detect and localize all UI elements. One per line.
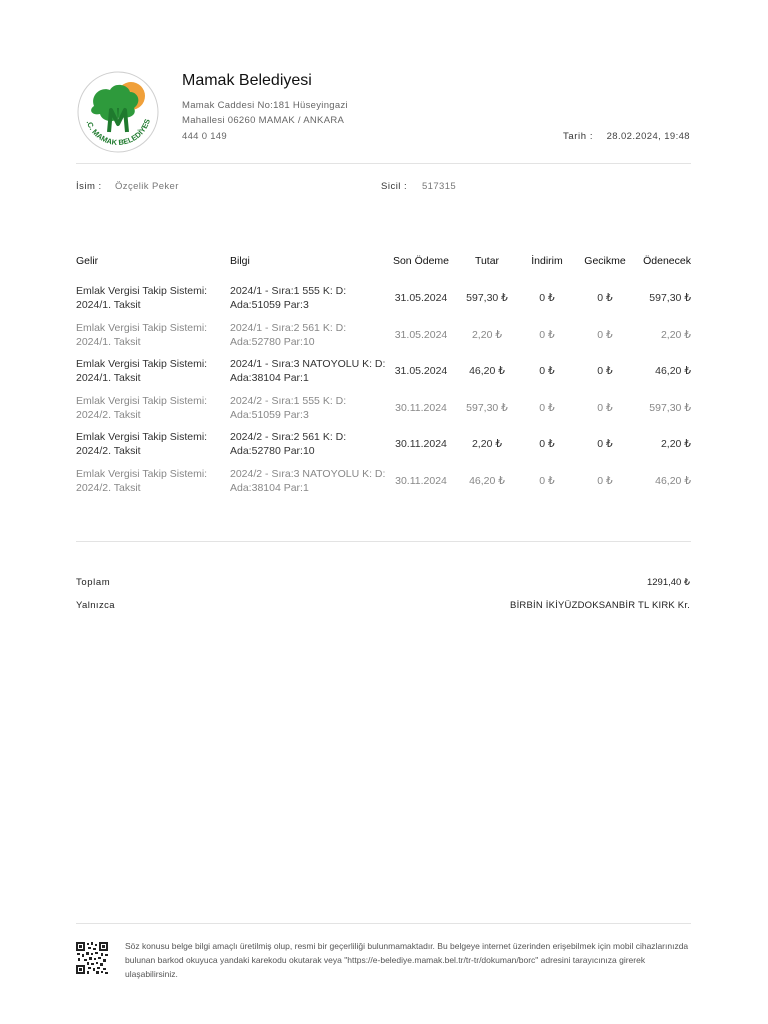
cell-tutar: 2,20 ₺ — [471, 328, 503, 341]
cell-tutar: 46,20 ₺ — [469, 365, 505, 378]
cell-indirim: 0 ₺ — [539, 328, 555, 341]
name-value: Özçelik Peker — [115, 181, 179, 192]
header-son-odeme: Son Ödeme — [392, 255, 450, 267]
phone-number: 444 0 149 — [182, 131, 227, 142]
cell-bilgi: 2024/2 - Sıra:3 NATOYOLU K: D: Ada:38104 Par:1 — [230, 467, 386, 494]
cell-odenecek: 46,20 ₺ — [655, 474, 691, 487]
cell-gecikme: 0 ₺ — [597, 401, 613, 414]
cell-odenecek: 2,20 ₺ — [660, 328, 691, 341]
table-row — [76, 390, 691, 427]
org-name: Mamak Belediyesi — [182, 72, 312, 89]
date-label: Tarih : — [563, 131, 594, 142]
cell-son-odeme: 30.11.2024 — [395, 401, 447, 414]
cell-gecikme: 0 ₺ — [597, 474, 613, 487]
header-gecikme: Gecikme — [584, 255, 626, 267]
cell-bilgi: 2024/2 - Sıra:1 555 K: D: Ada:51059 Par:3 — [230, 394, 347, 421]
cell-gelir: Emlak Vergisi Takip Sistemi: 2024/1. Taksit — [76, 358, 208, 385]
address-line-2: Mahallesi 06260 MAMAK / ANKARA — [182, 115, 345, 126]
cell-odenecek: 597,30 ₺ — [649, 292, 691, 305]
name-label: İsim : — [76, 181, 102, 192]
cell-indirim: 0 ₺ — [539, 401, 555, 414]
cell-gelir: Emlak Vergisi Takip Sistemi: 2024/2. Taksit — [76, 394, 208, 421]
cell-gelir: Emlak Vergisi Takip Sistemi: 2024/1. Taksit — [76, 285, 208, 312]
table-header-row — [76, 252, 691, 270]
total-label: Toplam — [76, 577, 111, 588]
cell-son-odeme: 31.05.2024 — [394, 292, 448, 305]
cell-indirim: 0 ₺ — [539, 292, 555, 305]
total-value: 1291,40 ₺ — [646, 577, 690, 588]
address-line-1: Mamak Caddesi No:181 Hüseyingazi — [182, 100, 348, 111]
cell-gecikme: 0 ₺ — [597, 328, 613, 341]
cell-tutar: 46,20 ₺ — [469, 474, 505, 487]
cell-son-odeme: 30.11.2024 — [395, 474, 447, 487]
cell-son-odeme: 31.05.2024 — [394, 365, 448, 378]
cell-gelir: Emlak Vergisi Takip Sistemi: 2024/1. Taksit — [76, 321, 208, 348]
amount-in-words-value: BİRBİN İKİYÜZDOKSANBİR TL KIRK Kr. — [510, 600, 690, 611]
divider — [76, 541, 691, 542]
id-label: Sicil : — [381, 181, 408, 192]
cell-indirim: 0 ₺ — [539, 474, 555, 487]
cell-gecikme: 0 ₺ — [597, 365, 613, 378]
divider — [76, 923, 691, 924]
cell-bilgi: 2024/2 - Sıra:2 561 K: D: Ada:52780 Par:10 — [230, 431, 347, 458]
cell-odenecek: 597,30 ₺ — [649, 401, 691, 414]
cell-son-odeme: 31.05.2024 — [394, 328, 448, 341]
table-row — [76, 317, 691, 354]
cell-odenecek: 46,20 ₺ — [655, 365, 691, 378]
cell-gelir: Emlak Vergisi Takip Sistemi: 2024/2. Taksit — [76, 431, 208, 458]
cell-odenecek: 2,20 ₺ — [660, 438, 691, 451]
cell-gelir: Emlak Vergisi Takip Sistemi: 2024/2. Taksit — [76, 467, 208, 494]
amount-in-words-label: Yalnızca — [76, 600, 115, 611]
table-row — [76, 426, 691, 463]
cell-bilgi: 2024/1 - Sıra:2 561 K: D: Ada:52780 Par:10 — [230, 321, 347, 348]
mamak-belediyesi-logo — [76, 70, 160, 154]
footer-disclaimer: Söz konusu belge bilgi amaçlı üretilmiş olup, resmi bir geçerliliği bulunmamaktadır. Bu belgeye internet üzerinden erişebilmek için mobil cihazlarınızda bulunan barkod okuyuca yandaki karekodu okutarak veya "https://e-belediye.mamak.bel.tr/tr-tr/dokuman/borc" adresini tarayıcınıza girerek ulaşabilirsiniz. — [125, 941, 689, 979]
header-gelir: Gelir — [76, 255, 99, 267]
cell-tutar: 2,20 ₺ — [471, 438, 503, 451]
cell-indirim: 0 ₺ — [539, 365, 555, 378]
cell-tutar: 597,30 ₺ — [466, 401, 508, 414]
header-tutar: Tutar — [474, 255, 500, 267]
date-value: 28.02.2024, 19:48 — [606, 131, 690, 142]
divider — [76, 163, 691, 164]
header-odenecek: Ödenecek — [643, 255, 691, 267]
cell-indirim: 0 ₺ — [539, 438, 555, 451]
cell-bilgi: 2024/1 - Sıra:1 555 K: D: Ada:51059 Par:3 — [230, 285, 347, 312]
qr-code-icon — [76, 942, 108, 974]
header-indirim: İndirim — [531, 255, 563, 267]
logo-text: .C. MAMAK BELEDİYES — [84, 117, 152, 148]
cell-tutar: 597,30 ₺ — [466, 292, 508, 305]
cell-gecikme: 0 ₺ — [597, 292, 613, 305]
table-row — [76, 353, 691, 390]
table-row — [76, 280, 691, 317]
header-bilgi: Bilgi — [230, 255, 250, 267]
table-row — [76, 463, 691, 500]
payment-table — [76, 252, 691, 499]
id-value: 517315 — [422, 181, 457, 192]
cell-gecikme: 0 ₺ — [597, 438, 613, 451]
cell-bilgi: 2024/1 - Sıra:3 NATOYOLU K: D: Ada:38104 Par:1 — [230, 358, 386, 385]
cell-son-odeme: 30.11.2024 — [395, 438, 447, 451]
